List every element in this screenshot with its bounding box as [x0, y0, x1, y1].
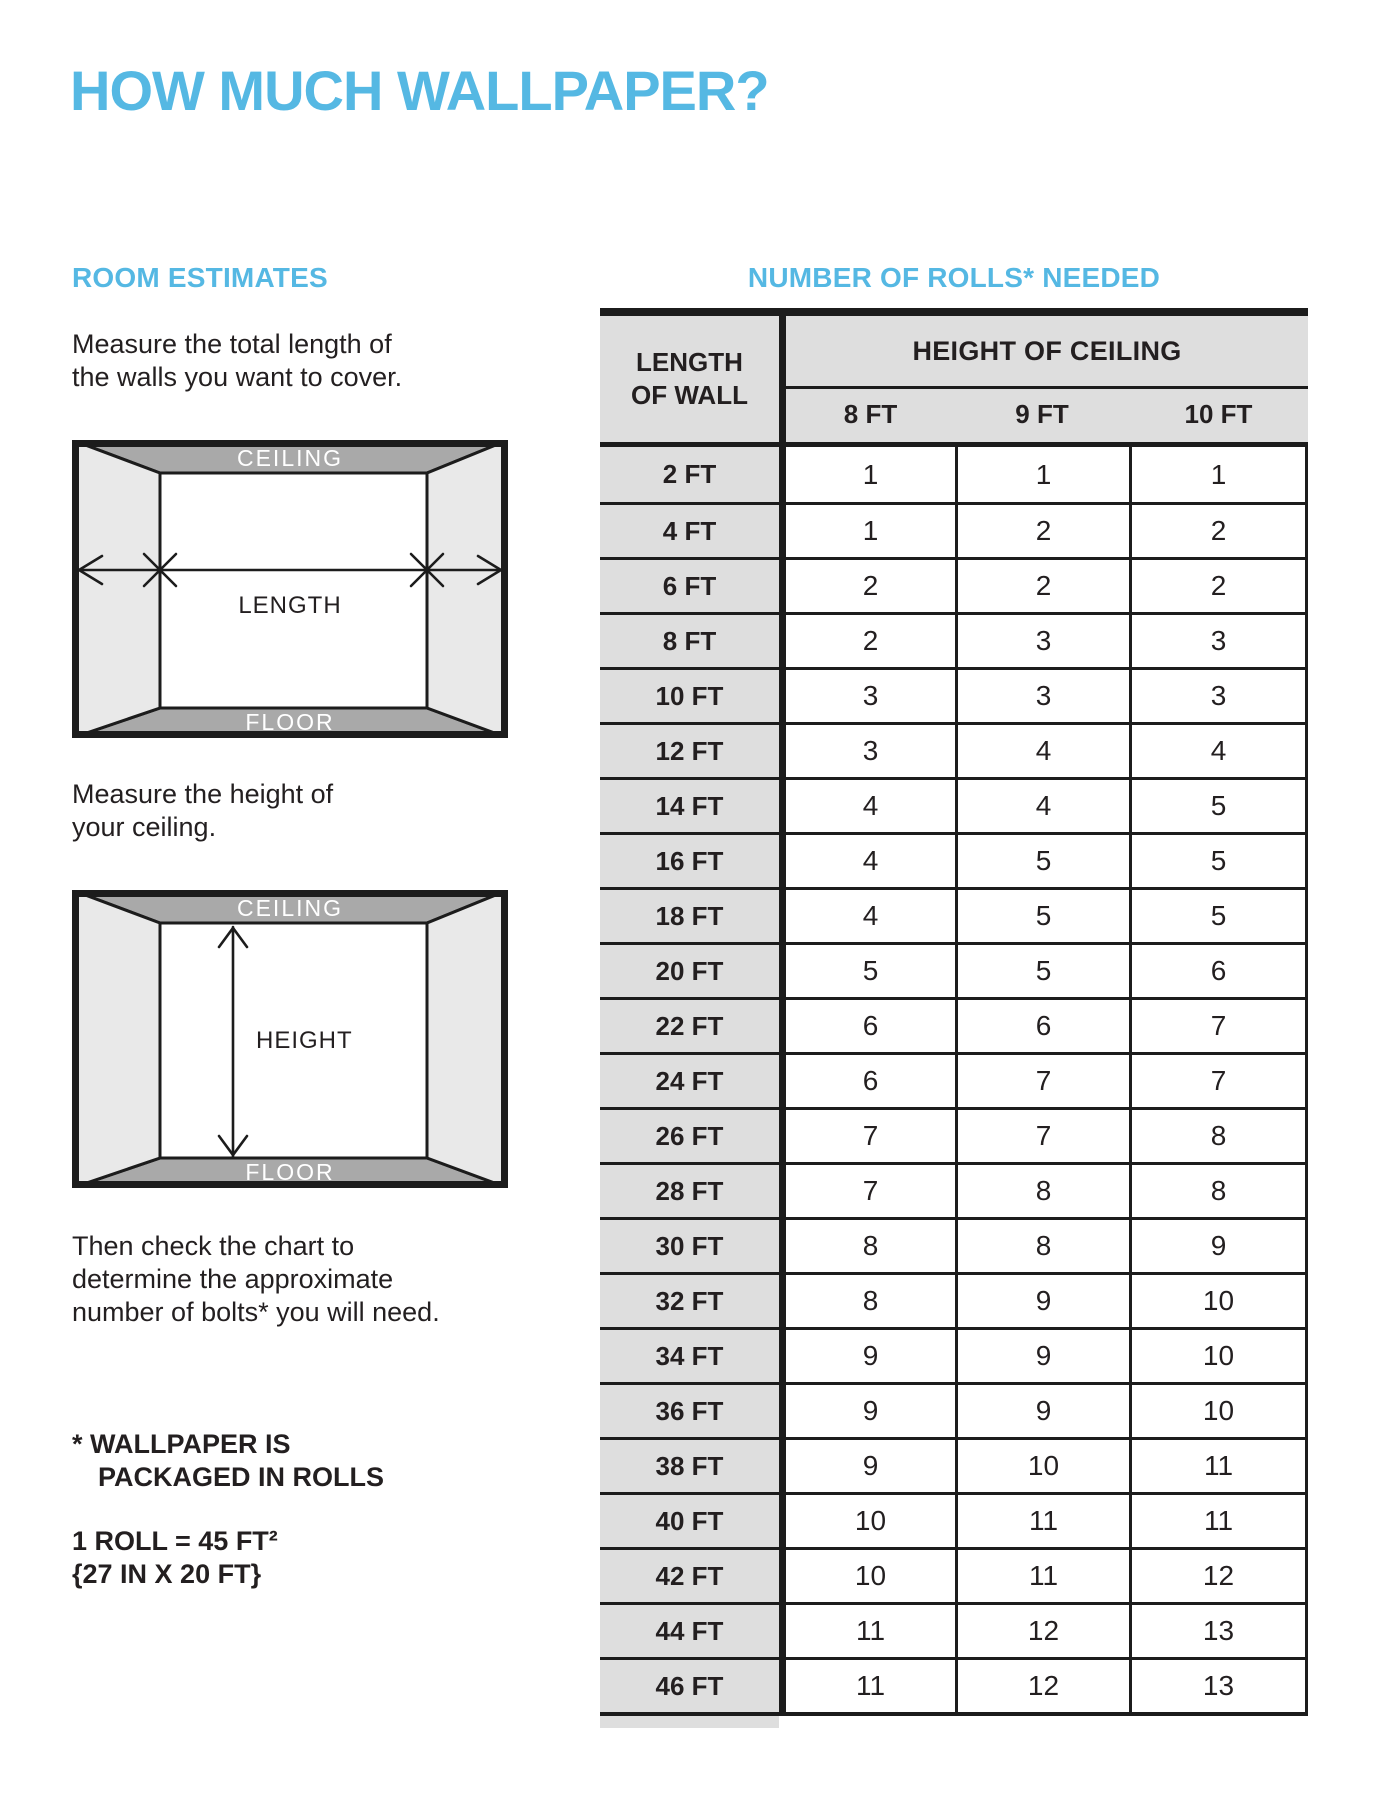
cell-10ft: 2 — [1129, 502, 1308, 557]
cell-9ft: 12 — [955, 1602, 1129, 1657]
row-label: 32 FT — [600, 1272, 779, 1327]
paragraph-line: Measure the total length of — [72, 329, 392, 359]
roll-size-line: {27 IN X 20 FT} — [72, 1559, 262, 1589]
roll-size-spec — [72, 1525, 278, 1591]
table-row — [600, 1602, 1308, 1657]
rolls-needed-table — [600, 308, 1308, 1716]
cell-10ft: 3 — [1129, 612, 1308, 667]
ceiling-label: CEILING — [236, 445, 344, 471]
cell-8ft: 9 — [779, 1327, 955, 1382]
cell-10ft: 3 — [1129, 667, 1308, 722]
room-length-diagram — [72, 440, 508, 738]
ceiling-height-subheaders — [786, 389, 1308, 439]
cell-8ft: 2 — [779, 557, 955, 612]
cell-8ft: 4 — [779, 887, 955, 942]
table-row — [600, 722, 1308, 777]
table-row — [600, 667, 1308, 722]
cell-10ft: 10 — [1129, 1327, 1308, 1382]
cell-8ft: 7 — [779, 1162, 955, 1217]
left-wall-surface — [72, 440, 160, 738]
cell-8ft: 5 — [779, 942, 955, 997]
col-header-9ft: 9 FT — [1015, 398, 1069, 429]
cell-10ft: 12 — [1129, 1547, 1308, 1602]
table-row — [600, 1492, 1308, 1547]
table-row — [600, 1217, 1308, 1272]
cell-10ft: 11 — [1129, 1492, 1308, 1547]
rolls-needed-heading: NUMBER OF ROLLS* NEEDED — [747, 262, 1161, 293]
measure-height-paragraph — [72, 778, 333, 844]
row-label: 8 FT — [600, 612, 779, 667]
col-header-8ft: 8 FT — [843, 398, 898, 429]
row-label: 20 FT — [600, 942, 779, 997]
ceiling-label: CEILING — [236, 895, 344, 921]
cell-10ft: 9 — [1129, 1217, 1308, 1272]
cell-8ft: 9 — [779, 1382, 955, 1437]
cell-10ft: 6 — [1129, 942, 1308, 997]
height-label: HEIGHT — [256, 1027, 353, 1054]
right-wall-surface — [427, 440, 508, 738]
page-title: HOW MUCH WALLPAPER? — [70, 59, 769, 122]
cell-8ft: 6 — [779, 1052, 955, 1107]
row-label: 42 FT — [600, 1547, 779, 1602]
row-label: 28 FT — [600, 1162, 779, 1217]
cell-10ft: 7 — [1129, 997, 1308, 1052]
paragraph-line: your ceiling. — [72, 812, 217, 842]
row-label: 12 FT — [600, 722, 779, 777]
table-row — [600, 1382, 1308, 1437]
cell-10ft: 7 — [1129, 1052, 1308, 1107]
table-header — [600, 316, 1308, 447]
table-row — [600, 1547, 1308, 1602]
table-row — [600, 1327, 1308, 1382]
cell-9ft: 7 — [955, 1052, 1129, 1107]
row-label: 6 FT — [600, 557, 779, 612]
cell-10ft: 5 — [1129, 832, 1308, 887]
header-line: OF WALL — [631, 380, 748, 410]
check-chart-paragraph — [72, 1230, 440, 1329]
table-body — [600, 447, 1308, 1716]
cell-8ft: 10 — [779, 1547, 955, 1602]
row-label: 38 FT — [600, 1437, 779, 1492]
row-label: 14 FT — [600, 777, 779, 832]
footnote-line: * WALLPAPER IS — [72, 1429, 291, 1459]
table-row — [600, 887, 1308, 942]
row-label: 2 FT — [600, 447, 779, 502]
cell-10ft: 13 — [1129, 1602, 1308, 1657]
cell-8ft: 1 — [779, 447, 955, 502]
cell-9ft: 8 — [955, 1162, 1129, 1217]
table-row — [600, 1162, 1308, 1217]
cell-10ft: 13 — [1129, 1657, 1308, 1712]
cell-8ft: 11 — [779, 1602, 955, 1657]
cell-8ft: 6 — [779, 997, 955, 1052]
cell-9ft: 9 — [955, 1382, 1129, 1437]
cell-10ft: 11 — [1129, 1437, 1308, 1492]
cell-9ft: 12 — [955, 1657, 1129, 1712]
footnote-line: PACKAGED IN ROLLS — [98, 1462, 385, 1492]
cell-8ft: 3 — [779, 722, 955, 777]
cell-9ft: 8 — [955, 1217, 1129, 1272]
table-row — [600, 1437, 1308, 1492]
floor-label: FLOOR — [245, 1159, 335, 1185]
length-label: LENGTH — [238, 592, 342, 619]
paragraph-line: determine the approximate — [72, 1264, 394, 1294]
table-row — [600, 447, 1308, 502]
row-label: 22 FT — [600, 997, 779, 1052]
paragraph-line: the walls you want to cover. — [72, 362, 403, 392]
cell-8ft: 1 — [779, 502, 955, 557]
cell-10ft: 5 — [1129, 777, 1308, 832]
row-label: 30 FT — [600, 1217, 779, 1272]
length-of-wall-header — [600, 316, 779, 442]
cell-9ft: 1 — [955, 447, 1129, 502]
wallpaper-rolls-footnote — [72, 1428, 384, 1494]
cell-9ft: 10 — [955, 1437, 1129, 1492]
cell-9ft: 5 — [955, 887, 1129, 942]
row-label: 36 FT — [600, 1382, 779, 1437]
row-label: 16 FT — [600, 832, 779, 887]
row-label: 46 FT — [600, 1657, 779, 1712]
table-row — [600, 832, 1308, 887]
cell-9ft: 2 — [955, 557, 1129, 612]
measure-length-paragraph — [72, 328, 402, 394]
cell-9ft: 5 — [955, 942, 1129, 997]
paragraph-line: number of bolts* you will need. — [72, 1297, 440, 1327]
table-row — [600, 557, 1308, 612]
cell-10ft: 8 — [1129, 1107, 1308, 1162]
cell-9ft: 9 — [955, 1272, 1129, 1327]
cell-8ft: 9 — [779, 1437, 955, 1492]
cell-9ft: 11 — [955, 1492, 1129, 1547]
table-row — [600, 1657, 1308, 1712]
height-of-ceiling-header: HEIGHT OF CEILING — [786, 316, 1308, 389]
cell-8ft: 3 — [779, 667, 955, 722]
table-row — [600, 777, 1308, 832]
table-row — [600, 1272, 1308, 1327]
cell-9ft: 2 — [955, 502, 1129, 557]
room-height-diagram — [72, 890, 508, 1188]
cell-9ft: 4 — [955, 722, 1129, 777]
cell-10ft: 5 — [1129, 887, 1308, 942]
table-row — [600, 612, 1308, 667]
row-label: 34 FT — [600, 1327, 779, 1382]
cell-9ft: 5 — [955, 832, 1129, 887]
cell-10ft: 4 — [1129, 722, 1308, 777]
col-header-10ft: 10 FT — [1184, 398, 1253, 429]
row-label: 10 FT — [600, 667, 779, 722]
row-label: 4 FT — [600, 502, 779, 557]
table-row — [600, 1052, 1308, 1107]
back-wall-surface — [160, 473, 427, 708]
roll-size-line: 1 ROLL = 45 FT² — [72, 1526, 278, 1556]
cell-10ft: 10 — [1129, 1382, 1308, 1437]
table-row — [600, 502, 1308, 557]
cell-10ft: 2 — [1129, 557, 1308, 612]
table-row — [600, 997, 1308, 1052]
height-of-ceiling-header-group — [779, 316, 1308, 442]
cell-9ft: 7 — [955, 1107, 1129, 1162]
table-footer-gray-strip — [600, 1716, 779, 1728]
header-line: LENGTH — [636, 347, 743, 377]
table-row — [600, 942, 1308, 997]
cell-9ft: 3 — [955, 612, 1129, 667]
cell-8ft: 8 — [779, 1272, 955, 1327]
row-label: 40 FT — [600, 1492, 779, 1547]
cell-8ft: 7 — [779, 1107, 955, 1162]
paragraph-line: Measure the height of — [72, 779, 334, 809]
cell-10ft: 8 — [1129, 1162, 1308, 1217]
cell-9ft: 3 — [955, 667, 1129, 722]
row-label: 18 FT — [600, 887, 779, 942]
table-row — [600, 1107, 1308, 1162]
cell-9ft: 9 — [955, 1327, 1129, 1382]
right-wall-surface — [427, 890, 508, 1188]
floor-label: FLOOR — [245, 709, 335, 735]
cell-8ft: 4 — [779, 777, 955, 832]
cell-8ft: 2 — [779, 612, 955, 667]
cell-8ft: 8 — [779, 1217, 955, 1272]
cell-8ft: 4 — [779, 832, 955, 887]
row-label: 26 FT — [600, 1107, 779, 1162]
cell-10ft: 10 — [1129, 1272, 1308, 1327]
room-estimates-heading: ROOM ESTIMATES — [72, 262, 328, 293]
row-label: 24 FT — [600, 1052, 779, 1107]
left-wall-surface — [72, 890, 160, 1188]
row-label: 44 FT — [600, 1602, 779, 1657]
cell-10ft: 1 — [1129, 447, 1308, 502]
cell-8ft: 10 — [779, 1492, 955, 1547]
cell-9ft: 4 — [955, 777, 1129, 832]
paragraph-line: Then check the chart to — [72, 1231, 355, 1261]
cell-9ft: 11 — [955, 1547, 1129, 1602]
cell-9ft: 6 — [955, 997, 1129, 1052]
cell-8ft: 11 — [779, 1657, 955, 1712]
